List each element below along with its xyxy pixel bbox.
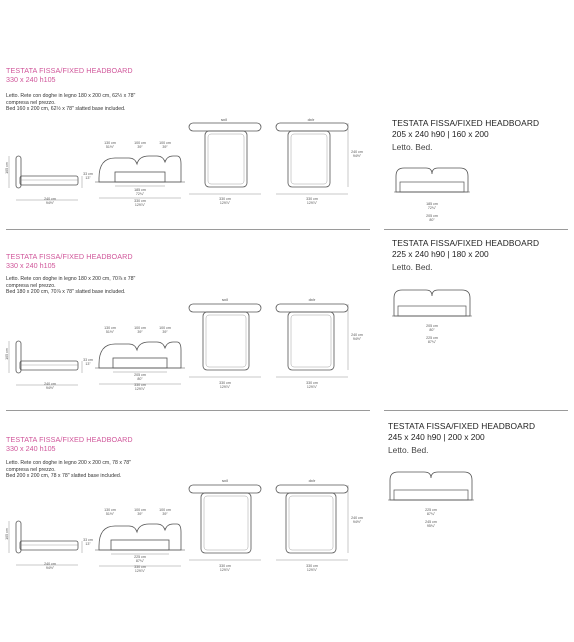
sx-label: sx/l — [222, 297, 228, 302]
dx-depth-dim: 240 cm 94½" — [351, 150, 363, 158]
right-dim-total: 245 cm 95¾" — [425, 520, 437, 528]
note-line: Letto. Rete con doghe in legno 200 x 200 cm, 78 x 78" — [6, 460, 131, 466]
note-line: Letto. Rete con doghe in legno 180 x 200 cm, 70⅞ x 78" — [6, 276, 136, 282]
side-height-dim: 105 cm — [5, 528, 9, 540]
sx-label: sx/l — [222, 478, 228, 483]
section-size: 330 x 240 h105 — [6, 75, 56, 84]
right-dim-total: 225 cm 87¾" — [426, 336, 438, 344]
front-total-dim: 330 cm 129⅞" — [134, 199, 146, 207]
front-w3-dim: 100 cm 39" — [159, 326, 171, 334]
right-title: TESTATA FISSA/FIXED HEADBOARD — [388, 421, 536, 431]
front-w3-dim: 100 cm 39" — [159, 141, 171, 149]
right-bed: Letto. Bed. — [392, 142, 433, 152]
right-bed-drawing — [386, 466, 476, 510]
right-bed: Letto. Bed. — [392, 262, 433, 272]
section-note — [6, 460, 186, 480]
section-note — [6, 276, 186, 296]
side-view-drawing — [6, 150, 86, 220]
side-bottom-dim: 33 cm 13" — [83, 358, 93, 366]
right-dim-total: 205 cm 80" — [426, 214, 438, 222]
front-w1-dim: 130 cm 51½" — [104, 141, 116, 149]
right-bed-drawing — [392, 162, 472, 202]
right-size: 245 x 240 h90 | 200 x 200 — [388, 432, 485, 442]
dx-width-dim: 330 cm 129⅞" — [306, 381, 318, 389]
right-title: TESTATA FISSA/FIXED HEADBOARD — [392, 118, 540, 128]
front-total-dim: 330 cm 129⅞" — [134, 383, 146, 391]
dx-depth-dim: 240 cm 94½" — [351, 333, 363, 341]
section-title: TESTATA FISSA/FIXED HEADBOARD — [6, 435, 133, 444]
front-w3-dim: 100 cm 39" — [159, 508, 171, 516]
sx-label: sx/l — [221, 117, 227, 122]
sx-top-view-drawing — [185, 484, 265, 558]
right-size: 205 x 240 h90 | 160 x 200 — [392, 129, 489, 139]
side-height-dim: 105 cm — [5, 348, 9, 360]
right-dim-inner: 225 cm 87¾" — [425, 508, 437, 516]
note-line: compresa nel prezzo. — [6, 99, 56, 106]
dx-label: dx/r — [308, 297, 316, 302]
side-bottom-dim: 33 cm 13" — [83, 538, 93, 546]
note-line: compresa nel prezzo. — [6, 466, 56, 473]
right-bed-drawing — [390, 284, 474, 326]
note-line: Bed 180 x 200 cm, 70⅞ x 78" slatted base included. — [6, 289, 126, 296]
front-w2-dim: 100 cm 39" — [134, 141, 146, 149]
right-bed: Letto. Bed. — [388, 445, 429, 455]
dx-label: dx/r — [307, 117, 315, 122]
front-w1-dim: 130 cm 51½" — [104, 508, 116, 516]
note-line: Bed 160 x 200 cm, 62½ x 78" slatted base included. — [6, 106, 126, 113]
sx-width-dim: 330 cm 129⅞" — [219, 564, 231, 572]
sx-width-dim: 330 cm 129⅞" — [219, 197, 231, 205]
section-size: 330 x 240 h105 — [6, 261, 56, 270]
note-line: Letto. Rete con doghe in legno 180 x 200 cm, 62½ x 78" — [6, 93, 136, 99]
right-divider — [384, 410, 568, 411]
dx-top-view-drawing — [272, 303, 352, 375]
front-w2-dim: 100 cm 39" — [134, 326, 146, 334]
front-inner-dim: 205 cm 80" — [134, 373, 146, 381]
front-w2-dim: 100 cm 39" — [134, 508, 146, 516]
dx-width-dim: 330 cm 129⅞" — [306, 564, 318, 572]
side-height-dim: 105 cm — [5, 162, 9, 174]
side-bottom-dim: 33 cm 13" — [83, 172, 93, 180]
side-length-dim: 240 cm 94½" — [44, 197, 56, 205]
section-size: 330 x 240 h105 — [6, 444, 56, 453]
dx-depth-dim: 240 cm 94½" — [351, 516, 363, 524]
section-title: TESTATA FISSA/FIXED HEADBOARD — [6, 66, 133, 75]
dx-top-view-drawing — [272, 484, 352, 558]
front-inner-dim: 185 cm 72¾" — [134, 188, 146, 196]
section-divider — [6, 229, 370, 230]
sx-top-view-drawing — [185, 303, 265, 375]
side-length-dim: 240 cm 94½" — [44, 382, 56, 390]
right-dim-inner: 185 cm 72¾" — [426, 202, 438, 210]
right-size: 225 x 240 h90 | 180 x 200 — [392, 249, 489, 259]
note-line: compresa nel prezzo. — [6, 282, 56, 289]
right-divider — [384, 229, 568, 230]
dx-width-dim: 330 cm 129⅞" — [306, 197, 318, 205]
front-inner-dim: 225 cm 87¾" — [134, 555, 146, 563]
side-view-drawing — [6, 335, 86, 405]
side-view-drawing — [6, 515, 86, 585]
note-line: Bed 200 x 200 cm, 78 x 78" slatted base included. — [6, 473, 122, 480]
front-total-dim: 330 cm 129⅞" — [134, 565, 146, 573]
dx-top-view-drawing — [272, 122, 352, 192]
dx-label: dx/r — [308, 478, 316, 483]
side-length-dim: 240 cm 94½" — [44, 562, 56, 570]
right-title: TESTATA FISSA/FIXED HEADBOARD — [392, 238, 540, 248]
right-dim-inner: 205 cm 80" — [426, 324, 438, 332]
section-divider — [6, 410, 370, 411]
sx-top-view-drawing — [185, 122, 265, 192]
front-w1-dim: 130 cm 51½" — [104, 326, 116, 334]
section-title: TESTATA FISSA/FIXED HEADBOARD — [6, 252, 133, 261]
sx-width-dim: 330 cm 129⅞" — [219, 381, 231, 389]
section-note — [6, 93, 186, 113]
